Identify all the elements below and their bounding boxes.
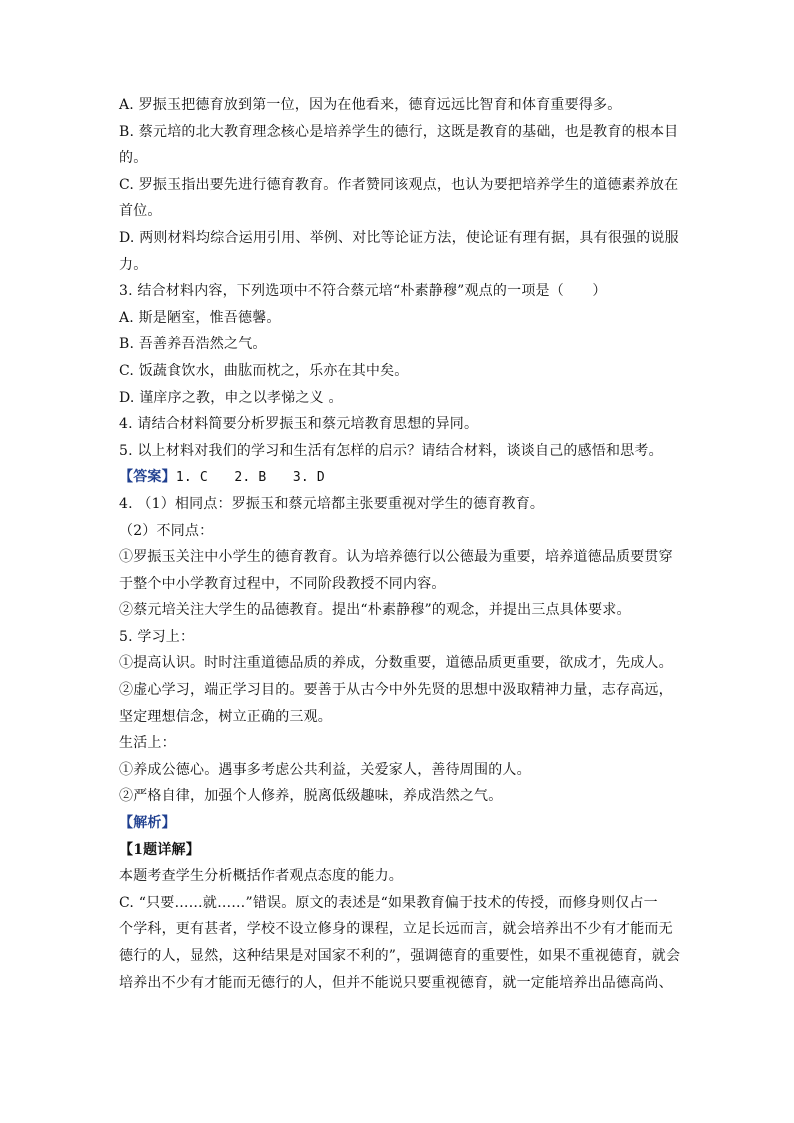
- analysis-line-4: 德行的人，显然，这种结果是对国家不利的”，强调德育的重要性，如果不重视德育，就会: [119, 948, 681, 964]
- answer-5-1: 5. 学习上：: [119, 628, 195, 645]
- q3-option-c: C. 饭蔬食饮水，曲肱而枕之，乐亦在其中矣。: [119, 362, 409, 379]
- q3-option-d: D. 谨庠序之教，申之以孝悌之义 。: [119, 389, 343, 406]
- answer-5-2: ①提高认识。时时注重道德品质的养成，分数重要，道德品质更重要，欲成才，先成人。: [119, 655, 673, 672]
- question-5: 5. 以上材料对我们的学习和生活有怎样的启示？请结合材料，谈谈自己的感悟和思考。: [119, 442, 663, 459]
- answer-5-5: 生活上：: [119, 735, 176, 752]
- q3-option-a: A. 斯是陋室，惟吾德馨。: [119, 309, 281, 326]
- answer-4-4: 于整个中小学教育过程中，不同阶段教授不同内容。: [119, 575, 446, 592]
- answer-5-4: 坚定理想信念，树立正确的三观。: [119, 708, 332, 725]
- q3-option-b: B. 吾善养吾浩然之气。: [119, 336, 267, 353]
- option-d-line: D. 两则材料均综合运用引用、举例、对比等论证方法，使论证有理有据，具有很强的说服: [119, 229, 679, 246]
- analysis-line-5: 培养出不少有才能而无德行的人，但并不能说只要重视德育，就一定能培养出品德高尚、: [119, 974, 673, 991]
- option-b-line: B. 蔡元培的北大教育理念核心是培养学生的德行，这既是教育的基础，也是教育的根本目: [119, 123, 679, 140]
- option-c-line: C. 罗振玉指出要先进行德育教育。作者赞同该观点，也认为要把培养学生的道德素养放在: [119, 176, 679, 193]
- detail-heading: 【1题详解】: [119, 841, 200, 858]
- analysis-line-2: C. “只要……就……”错误。原文的表述是“如果教育偏于技术的传授，而修身则仅占一: [119, 894, 658, 911]
- answer-4-5: ②蔡元培关注大学生的品德教育。提出“朴素静穆”的观念，并提出三点具体要求。: [119, 602, 631, 619]
- question-4: 4. 请结合材料简要分析罗振玉和蔡元培教育思想的异同。: [119, 416, 479, 433]
- answer-4-3: ①罗振玉关注中小学生的德育教育。认为培养德行以公德最为重要，培养道德品质要贯穿: [119, 549, 673, 566]
- answer-5-3: ②虚心学习，端正学习目的。要善于从古今中外先贤的思想中汲取精神力量，志存高远，: [119, 682, 673, 699]
- answer-4-1: 4. （1）相同点：罗振玉和蔡元培都主张要重视对学生的德育教育。: [119, 495, 545, 512]
- option-c-line-cont: 首位。: [119, 203, 162, 220]
- analysis-label: 【解析】: [119, 815, 176, 832]
- answer-4-2: （2）不同点：: [119, 522, 214, 539]
- option-d-line-cont: 力。: [119, 256, 148, 273]
- answer-5-6: ①养成公德心。遇事多考虑公共利益，关爱家人，善待周围的人。: [119, 761, 531, 778]
- analysis-line-1: 本题考查学生分析概括作者观点态度的能力。: [119, 868, 403, 885]
- option-b-line-cont: 的。: [119, 150, 148, 167]
- option-a-line: A. 罗振玉把德育放到第一位，因为在他看来，德育远远比智育和体育重要得多。: [119, 97, 622, 113]
- document-page: [119, 92, 679, 996]
- answer-label: 【答案】: [119, 469, 176, 486]
- analysis-heading: [119, 810, 679, 837]
- answer-line: [119, 464, 679, 491]
- question-3: 3. 结合材料内容，下列选项中不符合蔡元培“朴素静穆”观点的一项是（ ）: [119, 283, 607, 300]
- analysis-line-3: 个学科，更有甚者，学校不设立修身的课程，立足长远而言，就会培养出不少有才能而无: [119, 921, 673, 938]
- answer-5-7: ②严格自律，加强个人修养，脱离低级趣味，养成浩然之气。: [119, 788, 503, 805]
- answer-text: 1. C 2. B 3. D: [175, 470, 325, 486]
